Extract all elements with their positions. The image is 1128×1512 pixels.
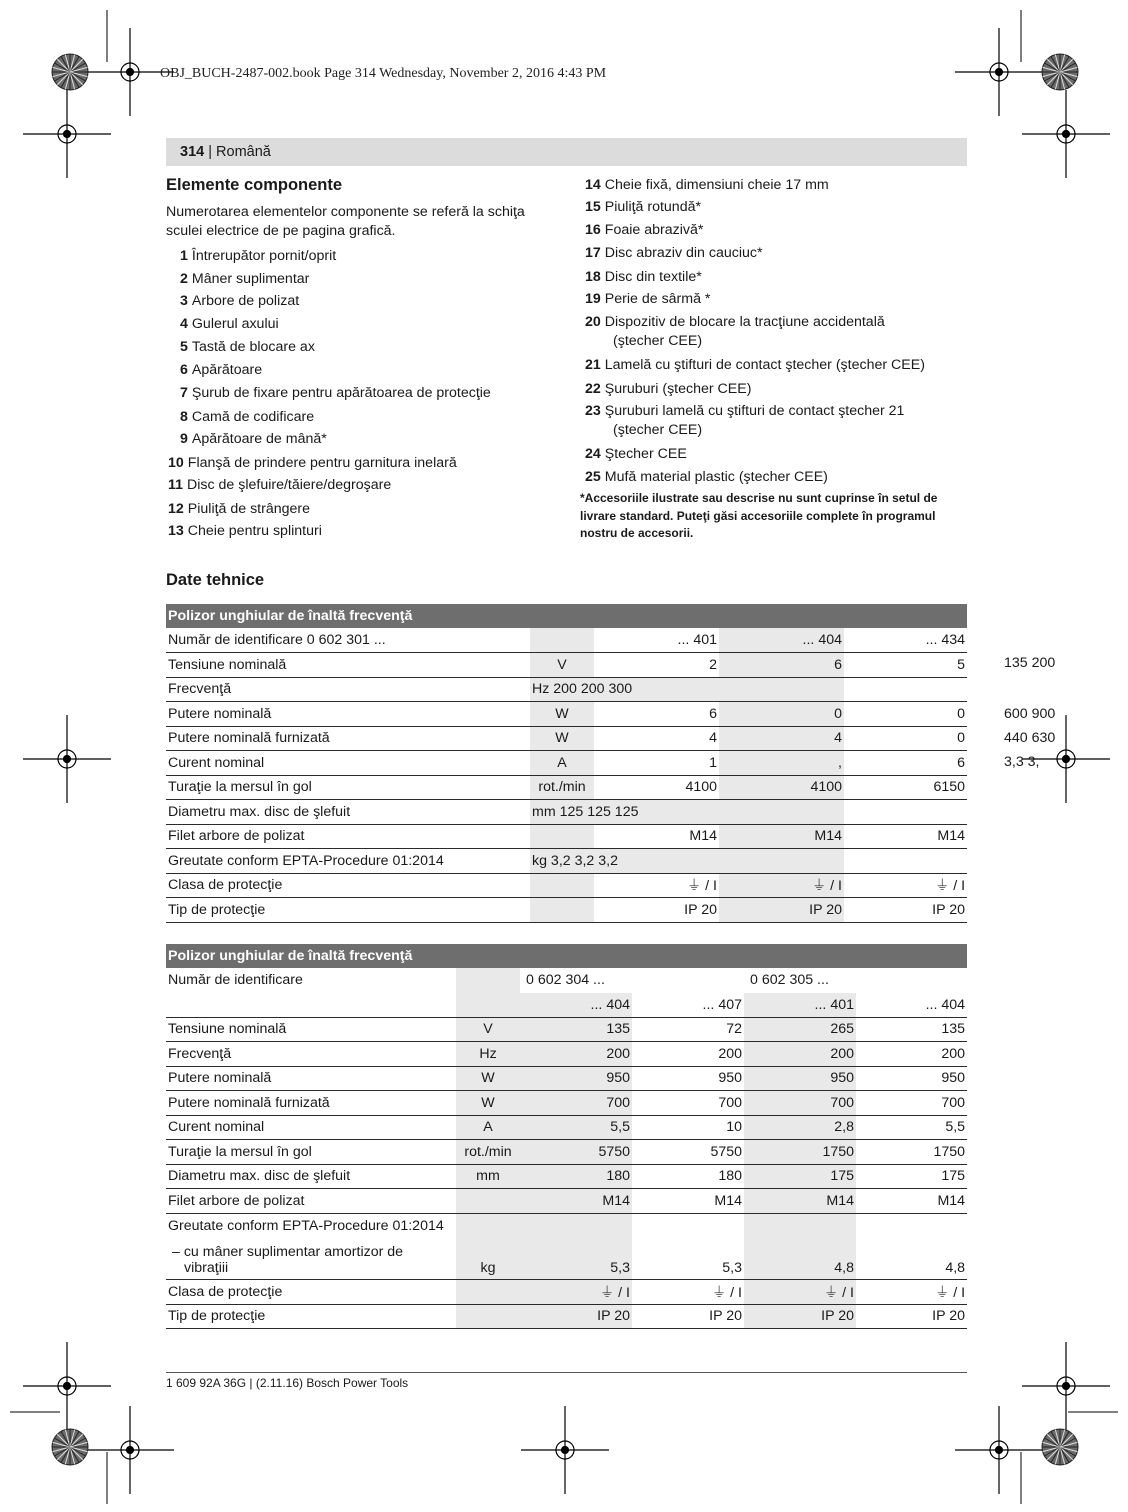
component-text: Foaie abrazivă* <box>604 222 704 238</box>
row-unit: W <box>456 1091 520 1116</box>
row-value: 200 <box>744 1042 856 1067</box>
row-value: 950 <box>632 1066 744 1091</box>
row-value: 200 <box>520 1042 632 1067</box>
component-text: Disc abraziv din cauciuc* <box>604 245 763 261</box>
row-unit: rot./min <box>530 775 594 800</box>
page-header <box>166 138 967 166</box>
color-wheel-icon <box>52 1429 88 1465</box>
row-unit: W <box>530 726 594 751</box>
row-unit <box>456 1304 520 1329</box>
registration-crosshair-icon <box>955 28 1043 116</box>
color-wheel-icon <box>1042 1429 1078 1465</box>
row-value: 10 <box>632 1115 744 1140</box>
row-value: 2 <box>594 653 719 678</box>
tech-table-2 <box>166 944 967 1329</box>
row-value: 950 <box>520 1066 632 1091</box>
component-item <box>585 244 763 263</box>
row-value: M14 <box>520 1189 632 1214</box>
component-number: 18 <box>585 269 601 285</box>
row-unit <box>530 628 594 653</box>
stray-value: 135 200 <box>1004 655 1056 671</box>
registration-crosshair-icon <box>955 1406 1043 1494</box>
row-value: 0 <box>844 702 967 727</box>
component-number: 9 <box>180 431 188 447</box>
row-value <box>844 800 967 825</box>
component-text: Lamelă cu ştifturi de contact ştecher (ştecher CEE) <box>604 357 925 373</box>
component-text: Perie de sârmă * <box>604 291 711 307</box>
row-value: 6 <box>719 653 844 678</box>
accessories-footnote: *Accesoriile ilustrate sau descrise nu sunt cuprinse în setul de livrare standard. Puteţi găsi accesoriile complete în programul nostru de accesorii. <box>580 491 938 540</box>
component-text: Disc din textile* <box>604 269 702 285</box>
component-text: Piuliţă rotundă* <box>604 199 702 215</box>
weight-sub-label: vibraţiii <box>184 1260 229 1276</box>
row-value <box>844 849 967 874</box>
row-value: 175 <box>744 1164 856 1189</box>
row-unit: A <box>530 751 594 776</box>
component-item <box>180 408 314 427</box>
component-number: 17 <box>585 245 601 261</box>
component-number: 19 <box>585 291 601 307</box>
row-value: 1750 <box>744 1140 856 1165</box>
stray-value: 440 630 <box>1004 730 1056 746</box>
row-unit <box>530 873 594 898</box>
row-label: Curent nominal <box>166 751 530 776</box>
row-value: 700 <box>744 1091 856 1116</box>
row-value: ⏚ / I <box>632 1280 744 1305</box>
row-value <box>856 1213 967 1238</box>
row-value: 4100 <box>719 775 844 800</box>
component-number: 15 <box>585 199 601 215</box>
component-text: Şuruburi (ştecher CEE) <box>604 381 752 397</box>
component-text: Şuruburi lamelă cu ştifturi de contact ştecher 21 <box>604 403 905 419</box>
footer-rule <box>166 1372 967 1373</box>
row-unit <box>456 993 520 1018</box>
id-group: 0 602 304 ... <box>526 972 605 989</box>
row-value: 4100 <box>594 775 719 800</box>
component-number: 10 <box>168 455 184 471</box>
component-item <box>585 402 904 440</box>
component-number: 6 <box>180 362 188 378</box>
row-value: 5750 <box>520 1140 632 1165</box>
row-unit: W <box>530 702 594 727</box>
row-value: IP 20 <box>844 898 967 923</box>
component-number: 5 <box>180 339 188 355</box>
row-label: Număr de identificare 0 602 301 ... <box>166 628 530 653</box>
component-number: 16 <box>585 222 601 238</box>
row-value: 700 <box>632 1091 744 1116</box>
row-label: Filet arbore de polizat <box>166 1189 456 1214</box>
page-number: 314 <box>180 144 205 160</box>
row-value: 5750 <box>632 1140 744 1165</box>
row-value: 1750 <box>856 1140 967 1165</box>
component-item <box>168 500 310 519</box>
row-value: ⏚ / I <box>744 1280 856 1305</box>
row-value <box>719 677 844 702</box>
row-unit <box>530 898 594 923</box>
row-label: Tip de protecţie <box>166 1304 456 1329</box>
row-label: Turaţie la mersul în gol <box>166 1140 456 1165</box>
row-value: 6150 <box>844 775 967 800</box>
row-value: 72 <box>632 1017 744 1042</box>
row-label: Curent nominal <box>166 1115 456 1140</box>
component-text: Întrerupător pornit/oprit <box>191 248 337 264</box>
row-unit: V <box>456 1017 520 1042</box>
component-text: Cheie pentru splinturi <box>187 523 322 539</box>
registration-crosshair-icon <box>1022 90 1110 178</box>
component-number: 11 <box>168 477 183 493</box>
row-value: 700 <box>856 1091 967 1116</box>
row-value: ... 401 <box>594 628 719 653</box>
component-item <box>168 454 457 473</box>
row-value <box>844 677 967 702</box>
row-label: Frecvenţă <box>166 1042 456 1067</box>
component-text-continued: (ştecher CEE) <box>613 422 703 438</box>
stray-value: 3,3 3, <box>1004 754 1040 770</box>
row-label: Număr de identificare <box>168 972 303 989</box>
row-value <box>632 1213 744 1238</box>
registration-crosshair-icon <box>23 715 111 803</box>
component-number: 14 <box>585 177 601 193</box>
row-label: Putere nominală furnizată <box>166 726 530 751</box>
row-unit: V <box>530 653 594 678</box>
component-number: 21 <box>585 357 601 373</box>
registration-crosshair-icon <box>23 1342 111 1430</box>
row-value: 950 <box>744 1066 856 1091</box>
row-unit <box>456 968 520 993</box>
component-text: Mâner suplimentar <box>191 271 310 287</box>
row-value <box>719 849 844 874</box>
component-text: Ştecher CEE <box>604 446 687 462</box>
component-number: 23 <box>585 403 601 419</box>
row-value: IP 20 <box>520 1304 632 1329</box>
row-label: Diametru max. disc de şlefuit <box>166 800 530 825</box>
component-item <box>585 176 829 195</box>
row-unit: A <box>456 1115 520 1140</box>
component-item <box>168 522 322 541</box>
row-value: M14 <box>744 1189 856 1214</box>
component-number: 20 <box>585 314 601 330</box>
row-label: Clasa de protecţie <box>166 1280 456 1305</box>
row-value: 6 <box>594 702 719 727</box>
row-value: 950 <box>856 1066 967 1091</box>
component-number: 2 <box>180 271 188 287</box>
row-value: IP 20 <box>744 1304 856 1329</box>
components-title: Elemente componente <box>166 176 343 194</box>
row-value: 4 <box>594 726 719 751</box>
file-slug: OBJ_BUCH-2487-002.book Page 314 Wednesday, November 2, 2016 4:43 PM <box>160 66 607 81</box>
row-label: Tip de protecţie <box>166 898 530 923</box>
row-label: Tensiune nominală <box>166 653 530 678</box>
row-value: ... 434 <box>844 628 967 653</box>
color-wheel-icon <box>52 54 88 90</box>
component-item <box>585 198 701 217</box>
component-item <box>585 313 885 351</box>
header-language: Română <box>216 144 271 160</box>
row-label: Putere nominală furnizată <box>166 1091 456 1116</box>
row-label: Greutate conform EPTA-Procedure 01:2014 <box>168 1217 444 1234</box>
row-value: 5,5 <box>520 1115 632 1140</box>
component-text: Tastă de blocare ax <box>191 339 315 355</box>
row-value <box>744 1213 856 1238</box>
component-item <box>585 380 751 399</box>
row-label: Turaţie la mersul în gol <box>166 775 530 800</box>
row-value <box>719 800 844 825</box>
component-text: Şurub de fixare pentru apărătoarea de protecţie <box>191 385 491 401</box>
row-unit: mm 125 125 125 <box>530 800 719 825</box>
component-item <box>180 247 336 266</box>
row-value: 180 <box>520 1164 632 1189</box>
row-value: 700 <box>520 1091 632 1116</box>
color-wheel-icon <box>1042 54 1078 90</box>
component-item <box>180 292 299 311</box>
row-value: 135 <box>856 1017 967 1042</box>
registration-crosshair-icon <box>86 1406 174 1494</box>
component-item <box>168 476 391 495</box>
id-suffix: ... 401 <box>744 993 856 1018</box>
component-text: Apărătoare de mână* <box>191 431 327 447</box>
row-unit <box>456 1213 520 1238</box>
row-value: ⏚ / I <box>594 873 719 898</box>
row-value: 180 <box>632 1164 744 1189</box>
row-value <box>520 1213 632 1238</box>
row-value: IP 20 <box>632 1304 744 1329</box>
row-value: 0 <box>844 726 967 751</box>
component-number: 8 <box>180 409 188 425</box>
component-item <box>585 468 828 487</box>
row-value: 5,3 <box>520 1238 632 1280</box>
header-separator: | <box>204 144 217 160</box>
row-unit: mm <box>456 1164 520 1189</box>
row-label: Frecvenţă <box>166 677 530 702</box>
row-unit: Hz <box>456 1042 520 1067</box>
component-number: 24 <box>585 446 601 462</box>
component-text: Dispozitiv de blocare la tracţiune accidentală <box>604 314 885 330</box>
row-unit <box>456 1280 520 1305</box>
row-value: , <box>719 751 844 776</box>
row-label <box>166 1238 456 1280</box>
row-value: 4,8 <box>744 1238 856 1280</box>
row-value: 265 <box>744 1017 856 1042</box>
component-text-continued: (ştecher CEE) <box>613 333 703 349</box>
registration-crosshair-icon <box>23 90 111 178</box>
id-suffix: ... 404 <box>520 993 632 1018</box>
row-unit: W <box>456 1066 520 1091</box>
component-text: Gulerul axului <box>191 316 279 332</box>
component-item <box>180 361 262 380</box>
row-value: M14 <box>844 824 967 849</box>
row-value: IP 20 <box>594 898 719 923</box>
row-unit: Hz 200 200 300 <box>530 677 719 702</box>
id-suffix: ... 404 <box>856 993 967 1018</box>
component-item <box>180 270 309 289</box>
row-value: 0 <box>719 702 844 727</box>
registration-crosshair-icon <box>1022 1342 1110 1430</box>
table-product-title: Polizor unghiular de înaltă frecvenţă <box>166 944 967 968</box>
component-text: Cheie fixă, dimensiuni cheie 17 mm <box>604 177 829 193</box>
tech-title: Date tehnice <box>166 571 265 589</box>
weight-sub-label: – cu mâner suplimentar amortizor de <box>172 1244 404 1260</box>
component-item <box>180 430 327 449</box>
component-item <box>585 445 687 464</box>
row-label: Filet arbore de polizat <box>166 824 530 849</box>
id-group: 0 602 305 ... <box>750 972 829 989</box>
tech-table-1 <box>166 604 967 923</box>
component-item <box>585 221 703 240</box>
row-unit: kg <box>456 1238 520 1280</box>
row-unit: rot./min <box>456 1140 520 1165</box>
row-value: 200 <box>632 1042 744 1067</box>
component-text: Camă de codificare <box>191 409 315 425</box>
row-value: 5,5 <box>856 1115 967 1140</box>
stray-value: 600 900 <box>1004 706 1056 722</box>
row-value: 5,3 <box>632 1238 744 1280</box>
component-text: Arbore de polizat <box>191 293 300 309</box>
row-label: Clasa de protecţie <box>166 873 530 898</box>
component-number: 12 <box>168 501 184 517</box>
row-label: Diametru max. disc de şlefuit <box>166 1164 456 1189</box>
row-value: 5 <box>844 653 967 678</box>
component-number: 13 <box>168 523 184 539</box>
row-value: IP 20 <box>856 1304 967 1329</box>
row-unit <box>530 824 594 849</box>
component-item <box>180 384 491 403</box>
component-item <box>585 356 925 375</box>
component-number: 1 <box>180 248 188 264</box>
row-value: ⏚ / I <box>844 873 967 898</box>
row-value: ⏚ / I <box>520 1280 632 1305</box>
component-item <box>585 268 702 287</box>
component-number: 7 <box>180 385 188 401</box>
component-item <box>180 338 315 357</box>
component-text: Disc de şlefuire/tăiere/degroşare <box>187 477 392 493</box>
components-intro: Numerotarea elementelor componente se referă la schiţa sculei electrice de pe pagina grafică. <box>166 204 525 239</box>
row-label: Putere nominală <box>166 1066 456 1091</box>
registration-crosshair-icon <box>521 1406 609 1494</box>
row-unit <box>456 1189 520 1214</box>
component-text: Apărătoare <box>191 362 263 378</box>
row-label: Putere nominală <box>166 702 530 727</box>
component-item <box>180 315 279 334</box>
row-unit: kg 3,2 3,2 3,2 <box>530 849 719 874</box>
id-suffix: ... 407 <box>632 993 744 1018</box>
row-value: 1 <box>594 751 719 776</box>
row-value: 175 <box>856 1164 967 1189</box>
row-value: 4 <box>719 726 844 751</box>
row-value: 4,8 <box>856 1238 967 1280</box>
table-product-title: Polizor unghiular de înaltă frecvenţă <box>166 604 967 628</box>
component-item <box>585 290 710 309</box>
component-text: Piuliţă de strângere <box>187 501 311 517</box>
row-value: ⏚ / I <box>856 1280 967 1305</box>
row-value: M14 <box>856 1189 967 1214</box>
component-text: Flanşă de prindere pentru garnitura inelară <box>187 455 457 471</box>
page-footer: 1 609 92A 36G | (2.11.16) Bosch Power Tools <box>166 1376 409 1390</box>
row-value: ⏚ / I <box>719 873 844 898</box>
row-value: 200 <box>856 1042 967 1067</box>
row-value: M14 <box>594 824 719 849</box>
row-label: Greutate conform EPTA-Procedure 01:2014 <box>166 849 530 874</box>
component-number: 25 <box>585 469 601 485</box>
component-number: 22 <box>585 381 601 397</box>
row-value: M14 <box>719 824 844 849</box>
row-label <box>166 993 456 1018</box>
row-value: 135 <box>520 1017 632 1042</box>
component-text: Mufă material plastic (ştecher CEE) <box>604 469 828 485</box>
row-value: M14 <box>632 1189 744 1214</box>
row-label: Tensiune nominală <box>166 1017 456 1042</box>
row-value: IP 20 <box>719 898 844 923</box>
row-value: 6 <box>844 751 967 776</box>
row-value: 2,8 <box>744 1115 856 1140</box>
component-number: 4 <box>180 316 188 332</box>
row-value: ... 404 <box>719 628 844 653</box>
component-number: 3 <box>180 293 188 309</box>
